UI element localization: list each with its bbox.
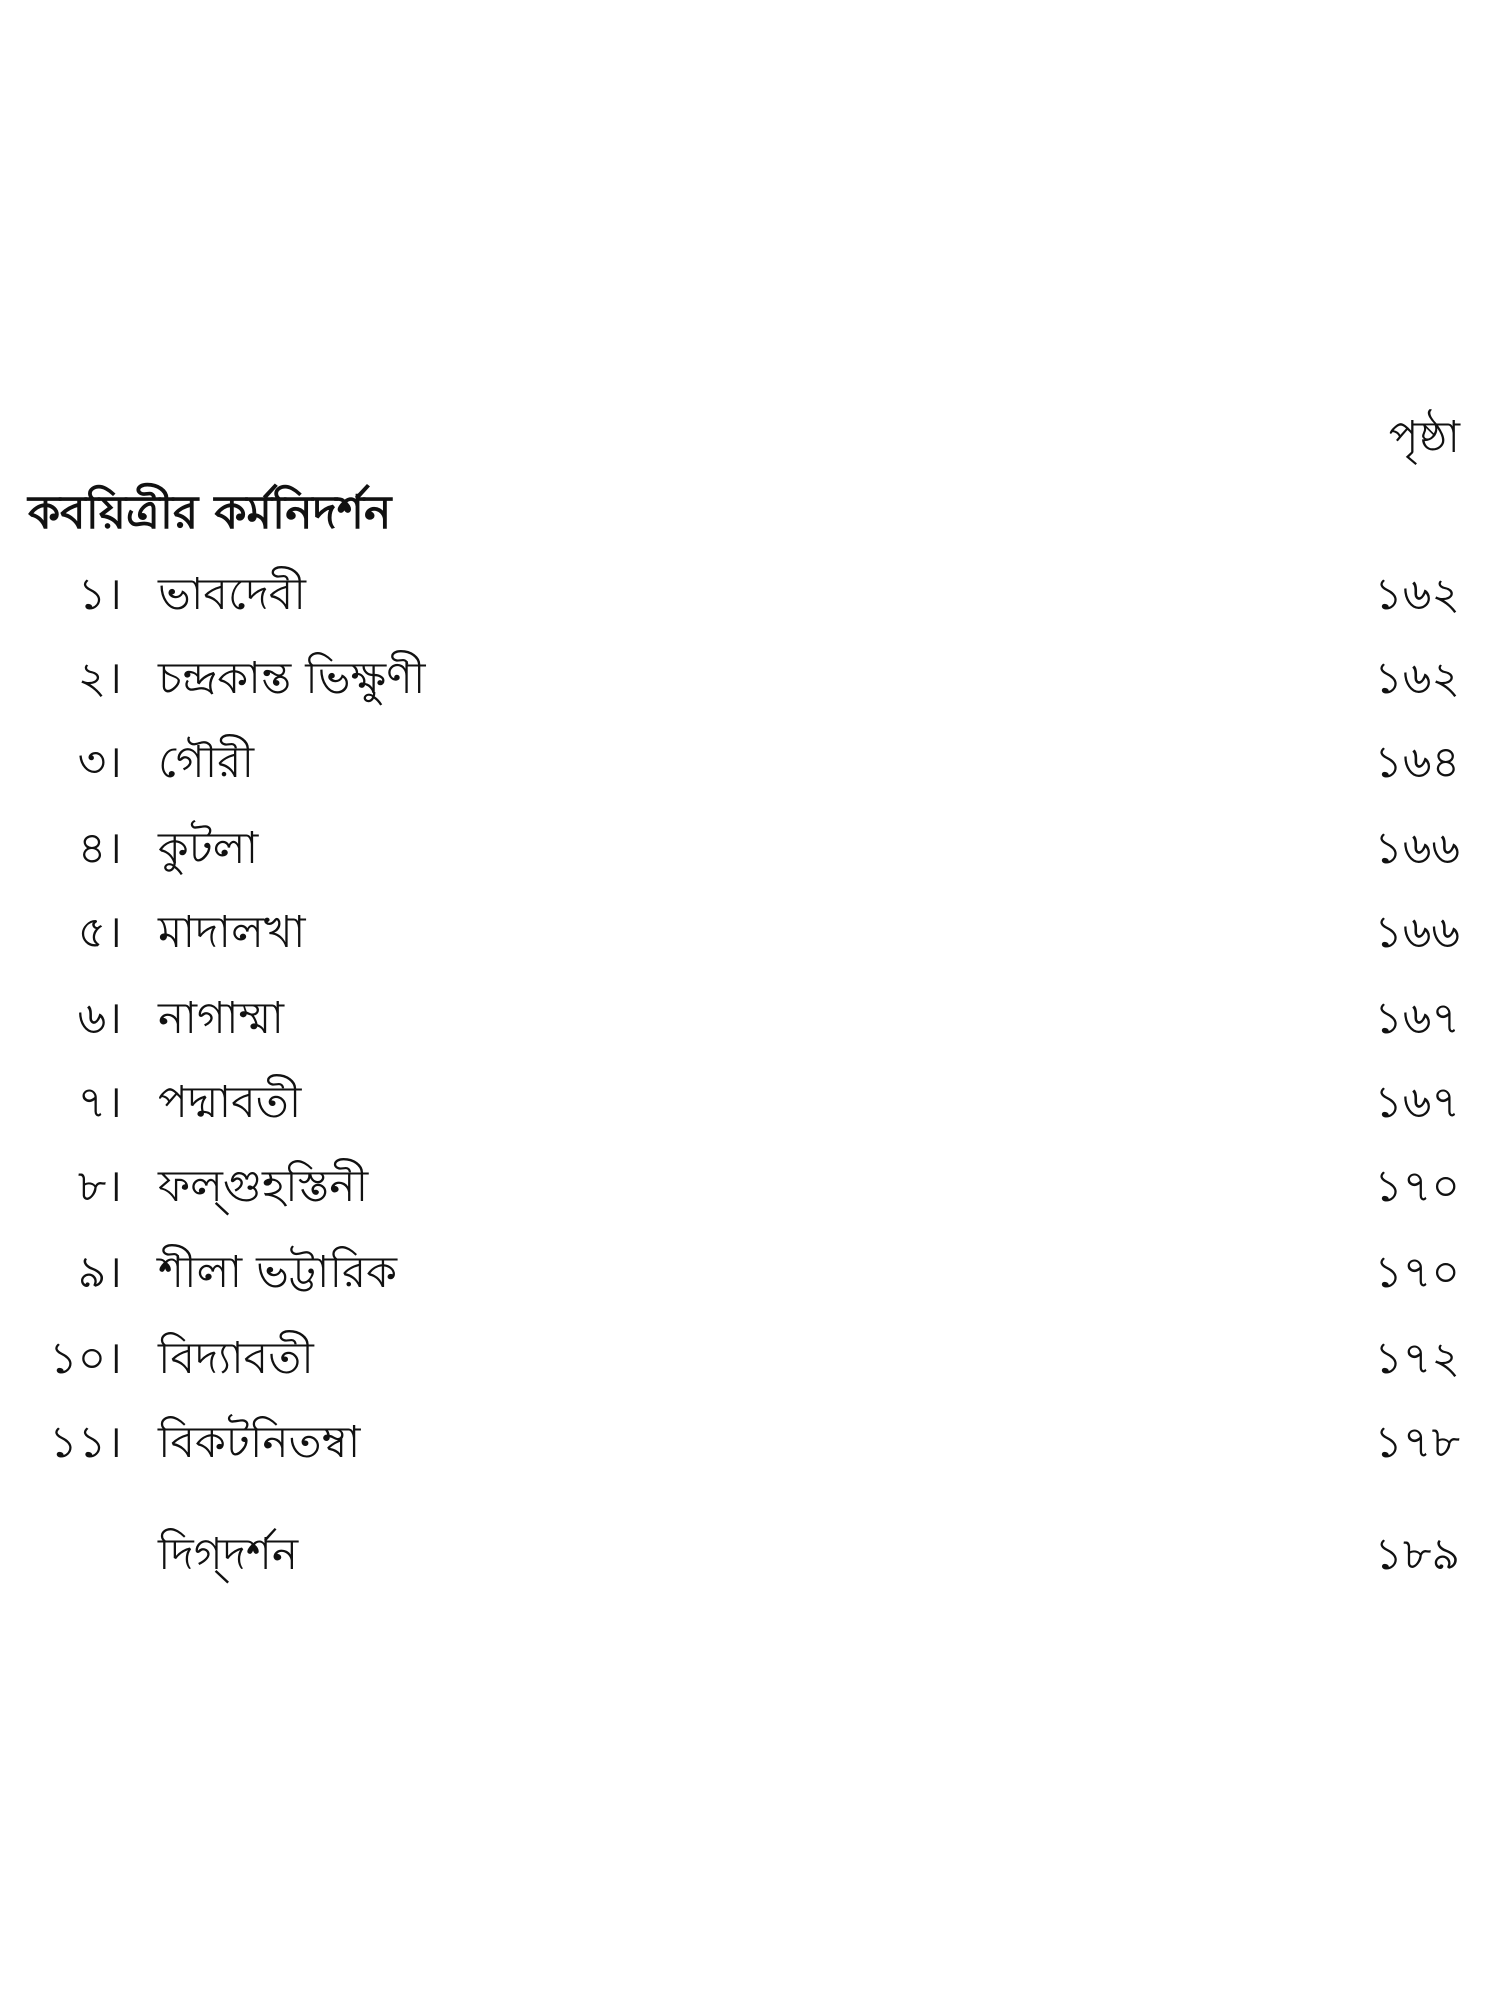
entry-title: মাদালখা [158,907,306,958]
toc-entry [0,816,1500,882]
entry-number: ১১। [49,1417,122,1468]
entry-title: পদ্মাবতী [158,1077,302,1128]
entry-number: ৩। [77,737,122,788]
toc-entry [0,1070,1500,1136]
toc-entry [0,1522,1500,1588]
entry-number: ১০। [49,1333,122,1384]
entry-number: ৮। [77,1161,122,1212]
toc-entry [0,1326,1500,1392]
entry-title: কুটলা [158,823,259,874]
toc-entry [0,900,1500,966]
toc-entry [0,646,1500,712]
entry-page: ১৭২ [1374,1333,1460,1384]
entry-page: ১৬৬ [1374,823,1460,874]
entry-number: ৫। [77,907,122,958]
entry-number: ৯। [77,1247,122,1298]
section-title: কবয়িত্রীর কর্মনিদর্শন [28,485,392,539]
entry-page: ১৬৭ [1374,993,1460,1044]
entry-title: দিগ্‌দর্শন [158,1529,299,1580]
entry-title: গৌরী [158,737,255,788]
entry-title: বিদ্যাবতী [158,1333,314,1384]
entry-number: ৭। [77,1077,122,1128]
entry-number: ১। [77,569,122,620]
entry-number: ৬। [77,993,122,1044]
entry-title: বিকটনিতম্বা [158,1417,361,1468]
entry-page: ১৭০ [1374,1247,1460,1298]
entry-title: ভাবদেবী [158,569,306,620]
entry-page: ১৭০ [1374,1161,1460,1212]
entry-number: ৪। [77,823,122,874]
entry-page: ১৬২ [1374,569,1460,620]
entry-page: ১৬২ [1374,653,1460,704]
entry-page: ১৬৬ [1374,907,1460,958]
entry-number: ২। [77,653,122,704]
page-column-label: পৃষ্ঠা [1388,412,1460,463]
entry-title: চন্দ্রকান্ত ভিক্ষুণী [158,653,426,704]
entry-page: ১৮৯ [1374,1529,1460,1580]
toc-entry [0,1410,1500,1476]
entry-page: ১৬৪ [1374,737,1460,788]
toc-entry [0,1240,1500,1306]
entry-page: ১৭৮ [1374,1417,1460,1468]
entry-title: শীলা ভট্টারিক [158,1247,398,1298]
toc-entry [0,730,1500,796]
toc-entry [0,986,1500,1052]
entry-page: ১৬৭ [1374,1077,1460,1128]
entry-title: নাগাম্মা [158,993,285,1044]
toc-entry [0,1154,1500,1220]
entry-title: ফল্গুহস্তিনী [158,1161,369,1212]
toc-entry [0,562,1500,628]
